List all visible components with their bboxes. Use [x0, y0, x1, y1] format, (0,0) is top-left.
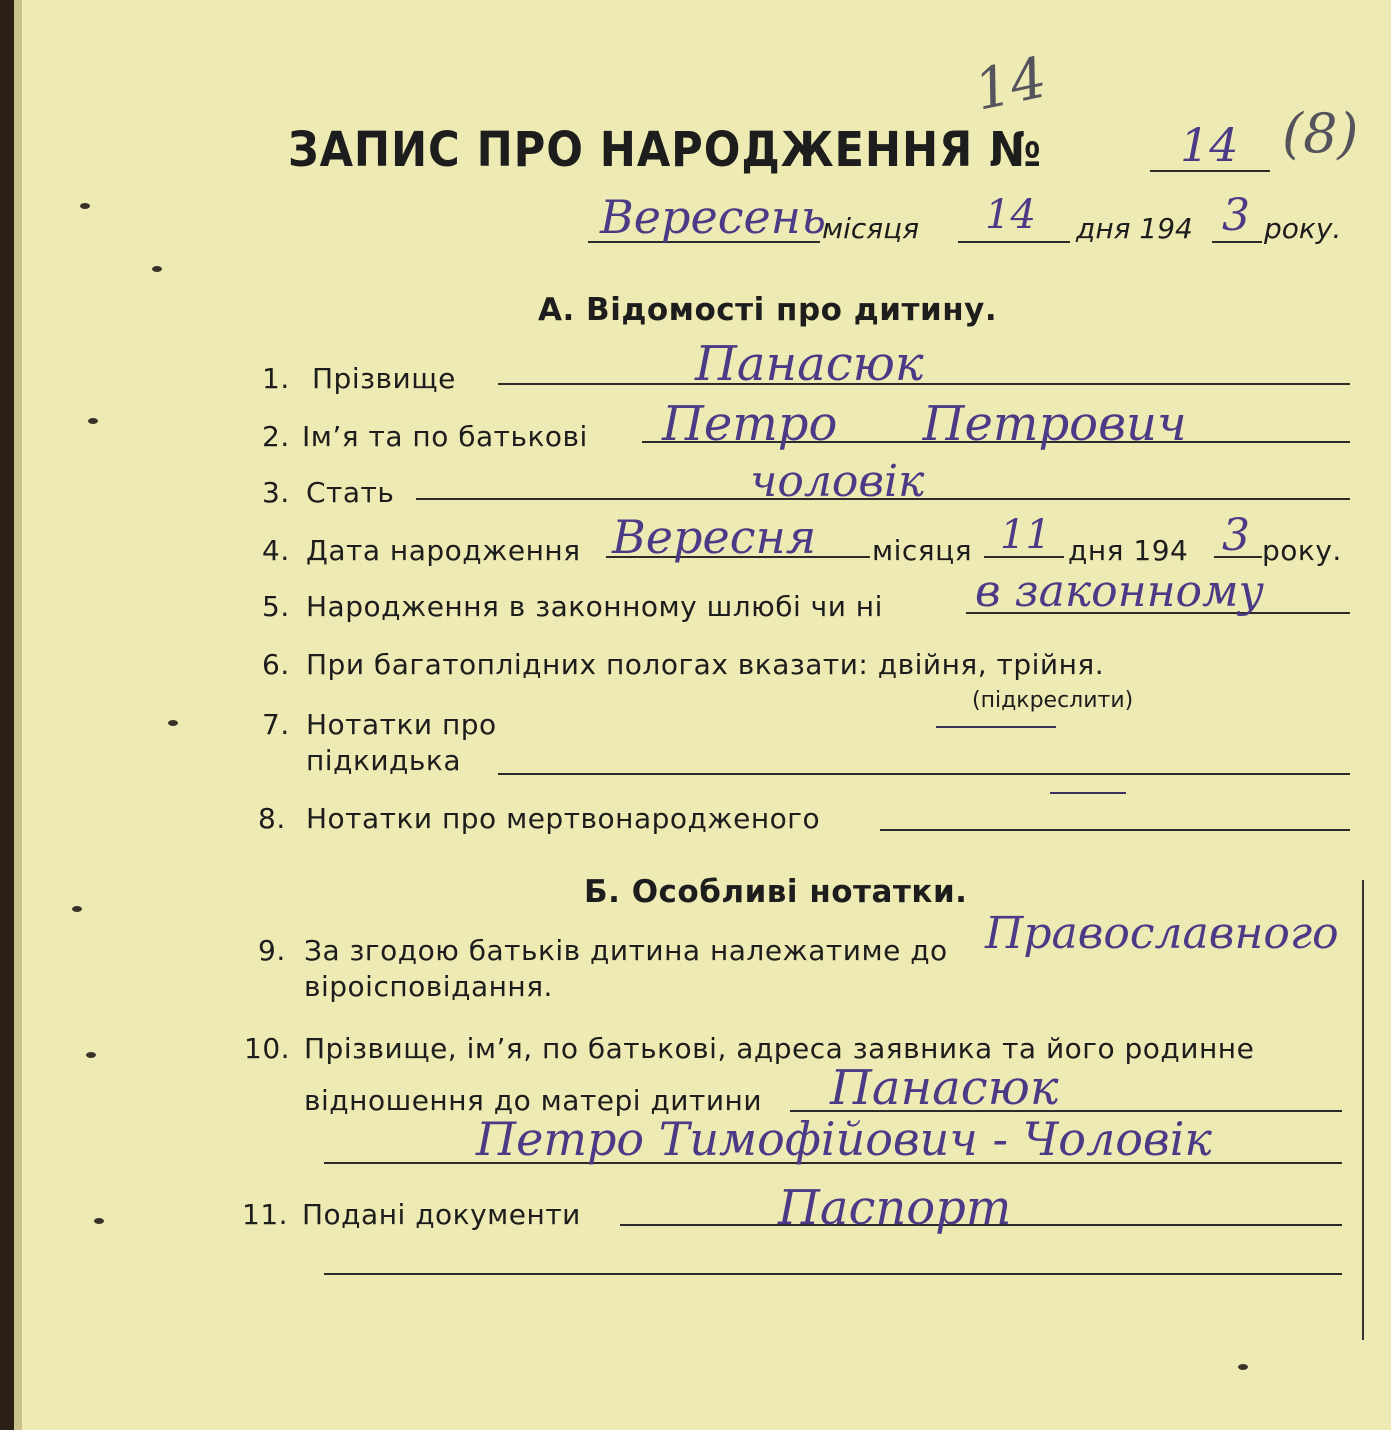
- item-number: 1.: [262, 362, 290, 395]
- binding-hole: [80, 203, 90, 209]
- binding-hole: [72, 906, 82, 912]
- item-number: 4.: [262, 534, 290, 567]
- stillborn-label: Нотатки про мертвонародженого: [306, 802, 821, 835]
- legitimacy-value: в законному: [975, 566, 1265, 617]
- record-number: 14: [1180, 118, 1239, 172]
- binding-hole: [1238, 1364, 1248, 1370]
- section-a-title: А. Відомості про дитину.: [538, 292, 998, 328]
- religion-value: Православного: [985, 908, 1339, 959]
- religion-label-line1: За згодою батьків дитина належатиме до: [304, 934, 948, 967]
- birth-day-label: дня 194: [1068, 534, 1189, 567]
- section-b-title: Б. Особливі нотатки.: [584, 874, 968, 910]
- birth-date-label: Дата народження: [306, 534, 581, 567]
- surname-value: Панасюк: [695, 336, 924, 392]
- item-number: 11.: [242, 1198, 289, 1231]
- documents-label: Подані документи: [302, 1198, 581, 1231]
- birth-year-digit: 3: [1222, 510, 1250, 561]
- foundling-label-line2: підкидька: [306, 744, 461, 777]
- birth-month-value: Вересня: [612, 510, 817, 564]
- applicant-label-line2: відношення до матері дитини: [304, 1084, 763, 1117]
- page-binding-shadow: [14, 0, 22, 1430]
- underline-instruction: (підкреслити): [972, 688, 1134, 713]
- documents-value: Паспорт: [778, 1180, 1012, 1236]
- registration-month: Вересень: [600, 190, 827, 244]
- hand-dash: [1050, 792, 1126, 794]
- surname-label: Прізвище: [312, 362, 456, 395]
- item-number: 9.: [258, 934, 286, 967]
- item-number: 6.: [262, 648, 290, 681]
- birth-year-label: року.: [1262, 534, 1342, 567]
- multiple-birth-label: При багатоплідних пологах вказати: двійня, трійня.: [306, 648, 1105, 681]
- page-binding-edge: [0, 0, 14, 1430]
- item-number: 8.: [258, 802, 286, 835]
- binding-hole: [86, 1052, 96, 1058]
- applicant-label-line1: Прізвище, ім’я, по батькові, адреса заявника та його родинне: [304, 1032, 1255, 1065]
- binding-hole: [168, 720, 178, 726]
- item-number: 2.: [262, 420, 290, 453]
- name-patronymic-value: Петро Петрович: [662, 396, 1187, 452]
- month-label: місяця: [822, 212, 920, 245]
- binding-hole: [152, 266, 162, 272]
- sex-label: Стать: [306, 476, 395, 509]
- corner-annotation: 14: [969, 45, 1053, 124]
- registration-year-digit: 3: [1222, 190, 1250, 241]
- item-number: 10.: [244, 1032, 291, 1065]
- item-number: 7.: [262, 708, 290, 741]
- name-patronymic-label: Ім’я та по батькові: [302, 420, 588, 453]
- binding-hole: [94, 1218, 104, 1224]
- binding-hole: [88, 418, 98, 424]
- day-label: дня 194: [1076, 212, 1193, 245]
- foundling-label-line1: Нотатки про: [306, 708, 497, 741]
- birth-month-label: місяця: [872, 534, 973, 567]
- year-label: року.: [1264, 212, 1342, 245]
- fill-line: [498, 383, 1350, 385]
- item-number: 5.: [262, 590, 290, 623]
- fill-line: [498, 773, 1350, 775]
- hand-dash: [936, 726, 1056, 728]
- applicant-value-line1: Панасюк: [830, 1060, 1059, 1116]
- page-title: ЗАПИС ПРО НАРОДЖЕННЯ №: [288, 122, 1042, 178]
- fill-line: [958, 241, 1070, 243]
- registration-day: 14: [985, 192, 1036, 238]
- fill-line: [880, 829, 1350, 831]
- fill-line: [324, 1273, 1342, 1275]
- margin-line: [1362, 880, 1364, 1340]
- fill-line: [1212, 241, 1262, 243]
- item-number: 3.: [262, 476, 290, 509]
- religion-label-line2: віроісповідання.: [304, 970, 553, 1003]
- birth-day-value: 11: [1000, 512, 1051, 558]
- applicant-value-line2: Петро Тимофійович - Чоловік: [476, 1112, 1212, 1166]
- sex-value: чоловік: [750, 456, 925, 507]
- legitimacy-label: Народження в законному шлюбі чи ні: [306, 590, 883, 623]
- record-number-aside: (8): [1282, 102, 1359, 165]
